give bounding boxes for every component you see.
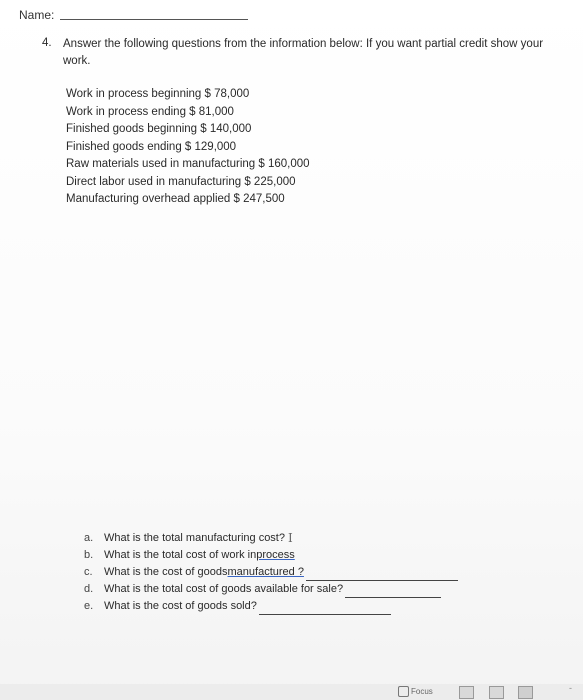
- sub-question-letter: c.: [84, 566, 93, 578]
- info-item: Raw materials used in manufacturing $ 160,000: [66, 158, 310, 170]
- question-number: 4.: [42, 37, 52, 49]
- zoom-minus-icon[interactable]: -: [569, 683, 572, 693]
- name-blank-line[interactable]: [60, 19, 248, 20]
- sub-question-text: What is the total cost of goods available for sale?: [104, 583, 344, 595]
- info-item: Finished goods beginning $ 140,000: [66, 123, 252, 135]
- answer-blank-line[interactable]: [345, 585, 441, 598]
- info-item: Manufacturing overhead applied $ 247,500: [66, 193, 285, 205]
- web-layout-view-icon[interactable]: [518, 686, 533, 699]
- answer-blank-line[interactable]: [259, 602, 391, 615]
- info-item: Work in process ending $ 81,000: [66, 105, 234, 118]
- sub-question-list: [84, 530, 458, 615]
- sub-question-text-underlined: process: [256, 549, 295, 561]
- sub-question-text-underlined: manufactured ?: [227, 566, 304, 578]
- sub-question-c: [84, 564, 458, 581]
- info-item: Finished goods ending $ 129,000: [66, 140, 237, 153]
- print-layout-view-icon[interactable]: [489, 686, 504, 699]
- name-label: Name:: [19, 8, 55, 22]
- sub-question-letter: e.: [84, 600, 94, 612]
- read-mode-view-icon[interactable]: [459, 686, 474, 699]
- sub-question-a: [84, 530, 458, 547]
- info-item: Direct labor used in manufacturing $ 225,000: [66, 175, 296, 188]
- answer-blank-line[interactable]: [306, 568, 458, 581]
- sub-question-text: What is the cost of goods: [104, 566, 228, 578]
- focus-label: Focus: [411, 687, 433, 696]
- info-item: Work in process beginning $ 78,000: [66, 88, 250, 100]
- sub-question-letter: a.: [84, 532, 94, 544]
- sub-question-letter: d.: [84, 583, 94, 595]
- sub-question-text: What is the total manufacturing cost?: [104, 532, 285, 544]
- focus-icon: [398, 686, 409, 697]
- text-cursor-icon: I: [287, 531, 293, 545]
- sub-question-text: What is the cost of goods sold?: [104, 600, 257, 612]
- sub-question-d: [84, 581, 458, 598]
- focus-mode-button[interactable]: [398, 686, 433, 697]
- sub-question-letter: b.: [84, 549, 94, 561]
- sub-question-e: [84, 598, 458, 615]
- sub-question-text: What is the total cost of work in: [104, 549, 257, 561]
- sub-question-b: [84, 547, 458, 564]
- given-information-list: [66, 86, 310, 209]
- question-prompt: Answer the following questions from the information below: If you want partial credit show your work.: [63, 38, 544, 67]
